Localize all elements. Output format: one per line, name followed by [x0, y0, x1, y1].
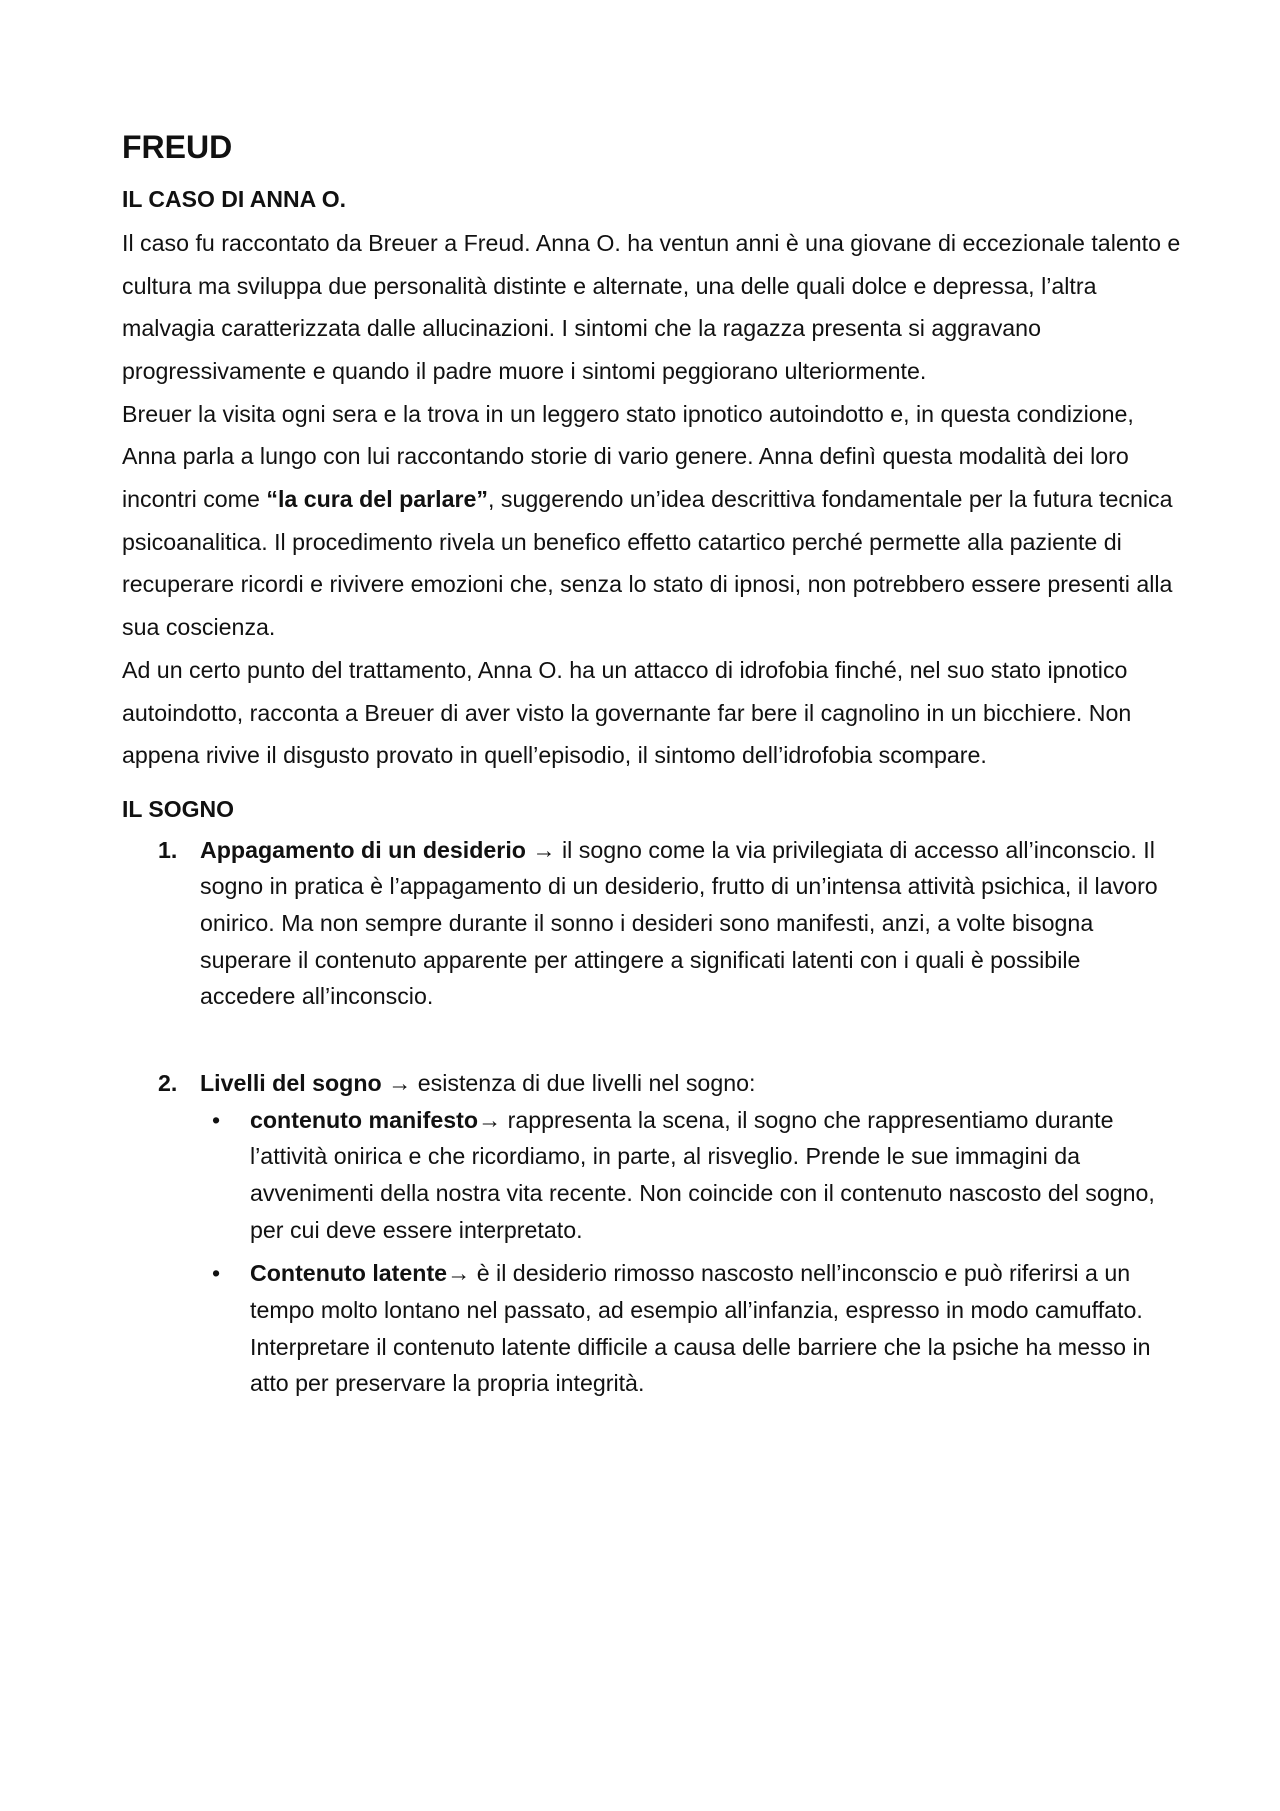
- list-item-text: il sogno come la via privilegiata di accesso all’inconscio. Il sogno in pratica è l’appagamento di un desiderio, frutto di un’intensa attività psichica, il lavoro onirico. Ma non sempre durante il sonno i desideri sono manifesti, anzi, a volte bisogna superare il contenuto apparente per attingere a significati latenti con i quali è possibile accedere all’inconscio.: [200, 836, 1158, 1010]
- list-item-term: Livelli del sogno →: [200, 1070, 412, 1096]
- bullet-icon: •: [212, 1106, 221, 1133]
- bullet-item-text: è il desiderio rimosso nascosto nell’inconscio e può riferirsi a un tempo molto lontano nel passato, ad esempio all’infanzia, espresso in modo camuffato. Interpretare il contenuto latente difficile a causa delle barriere che la psiche ha messo in atto per preservare la propria integrità.: [250, 1260, 1151, 1397]
- list-item-text: esistenza di due livelli nel sogno:: [411, 1070, 756, 1096]
- section-heading-sogno: IL SOGNO: [122, 795, 235, 822]
- numbered-list: [122, 832, 1182, 1402]
- paragraph-1: Il caso fu raccontato da Breuer a Freud. Anna O. ha ventun anni è una giovane di eccezionale talento e cultura ma sviluppa due personalità distinte e alternate, una delle quali dolce e depressa, l’altra malvagia caratterizzata dalle allucinazioni. I sintomi che la ragazza presenta si aggravano progressivamente e quando il padre muore i sintomi peggiorano ulteriormente.: [122, 229, 1181, 385]
- bullet-item: [122, 1255, 1182, 1402]
- bullet-list: [122, 1102, 1182, 1402]
- bullet-item: [122, 1102, 1182, 1249]
- bullet-icon: •: [212, 1260, 221, 1287]
- document-title: FREUD: [122, 129, 233, 165]
- paragraph-2-text-a: Breuer la visita ogni sera e la trova in un leggero stato ipnotico autoindotto e, in questa condizione, Anna parla a lungo con lui raccontando storie di vario genere. Anna definì questa modalità dei loro incontri come: [122, 400, 1134, 513]
- document-page: [122, 130, 1182, 1409]
- paragraph-2-emphasis: “la cura del parlare”: [266, 486, 489, 513]
- bullet-item-term: Contenuto latente→: [250, 1260, 471, 1287]
- list-number: 1.: [158, 836, 178, 863]
- list-item: [122, 1065, 1182, 1102]
- list-item: [122, 832, 1182, 1015]
- bullet-item-term: contenuto manifesto→: [250, 1106, 502, 1133]
- section-heading-anna-o: IL CASO DI ANNA O.: [122, 186, 347, 213]
- section-body-anna-o: [122, 222, 1182, 777]
- paragraph-2-text-b: , suggerendo un’idea descrittiva fondamentale per la futura tecnica psicoanalitica. Il procedimento rivela un benefico effetto catartico perché permette alla paziente di recuperare ricordi e rivivere emozioni che, senza lo stato di ipnosi, non potrebbero essere presenti alla sua coscienza.: [122, 486, 1173, 641]
- list-item-term: Appagamento di un desiderio →: [200, 836, 556, 863]
- bullet-item-text: rappresenta la scena, il sogno che rappresentiamo durante l’attività onirica e che ricordiamo, in parte, al risveglio. Prende le sue immagini da avvenimenti della nostra vita recente. Non coincide con il contenuto nascosto del sogno, per cui deve essere interpretato.: [250, 1106, 1155, 1243]
- paragraph-2: [122, 393, 1182, 649]
- paragraph-3: Ad un certo punto del trattamento, Anna O. ha un attacco di idrofobia finché, nel suo stato ipnotico autoindotto, racconta a Breuer di aver visto la governante far bere il cagnolino in un bicchiere. Non appena rivive il disgusto provato in quell’episodio, il sintomo dell’idrofobia scompare.: [122, 656, 1132, 769]
- list-number: 2.: [158, 1070, 178, 1096]
